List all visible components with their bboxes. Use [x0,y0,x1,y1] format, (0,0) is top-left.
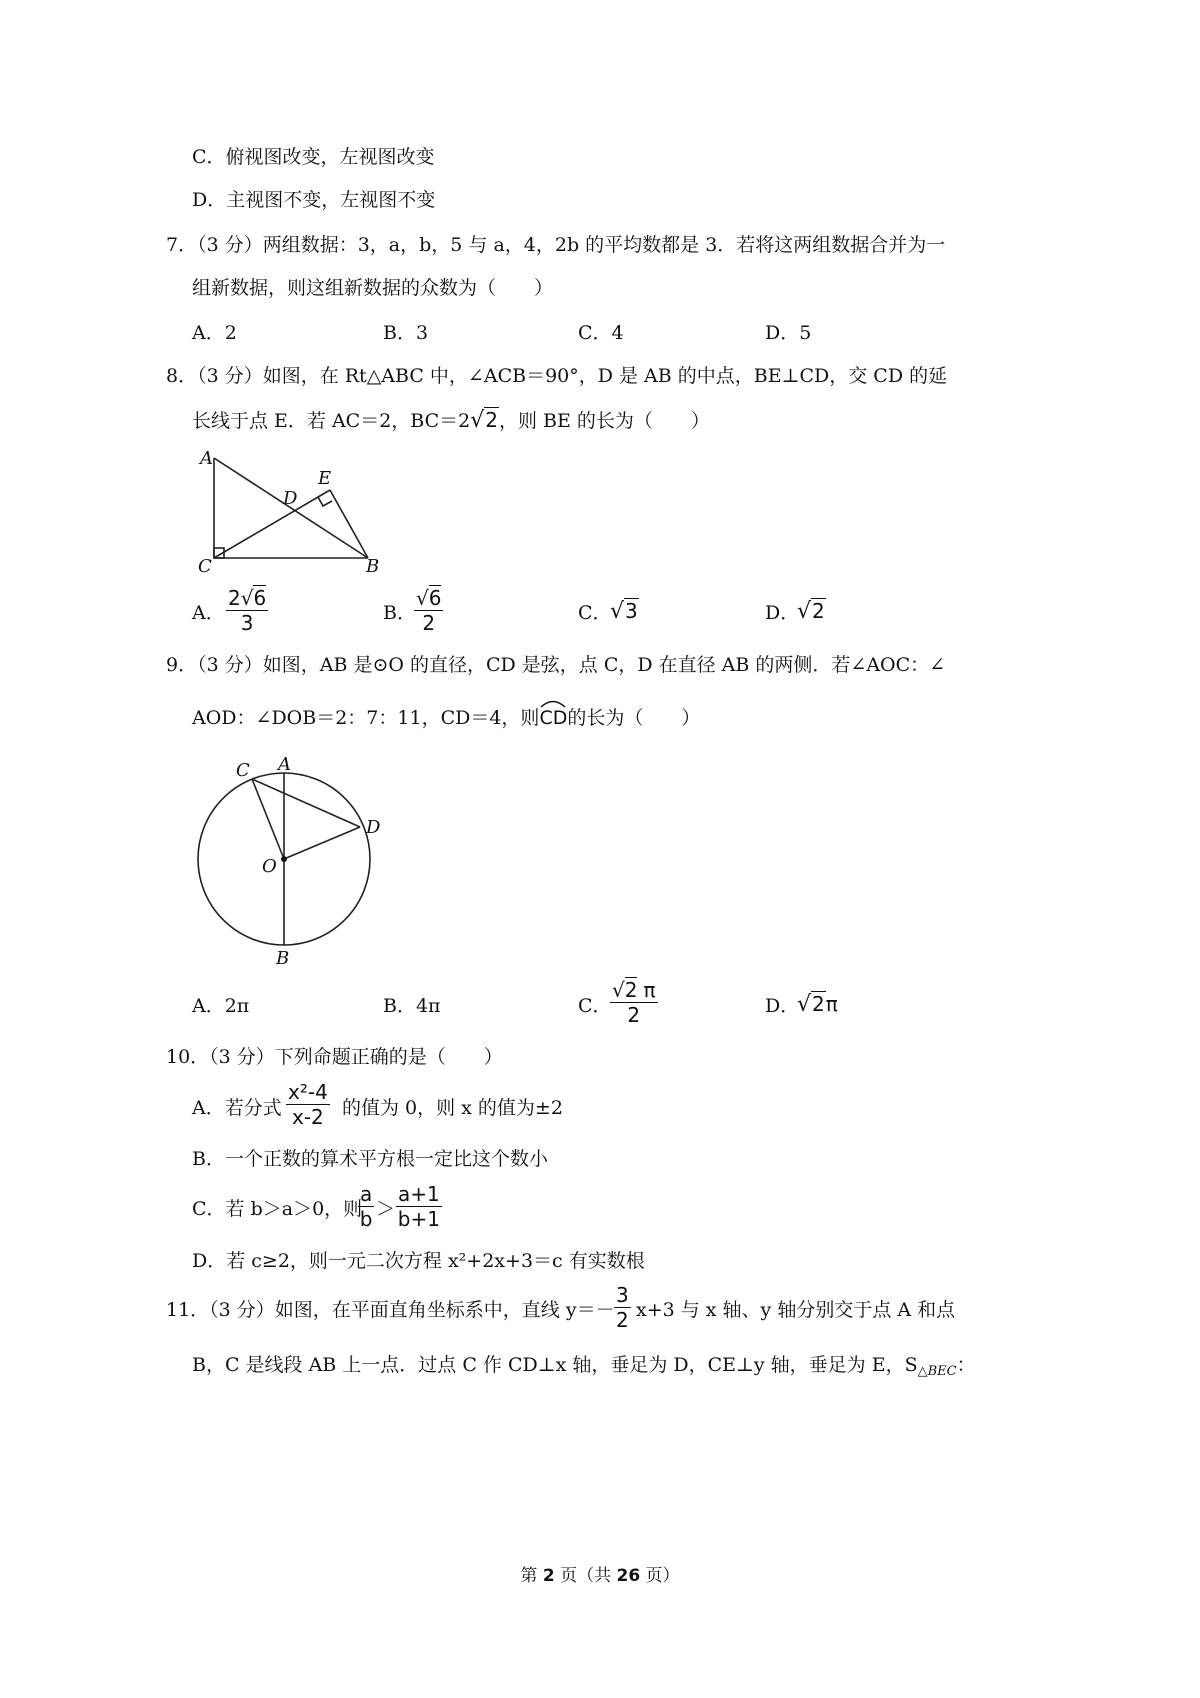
footer-mid: 页（共 [554,1566,617,1586]
q10-option-a-pre: A．若分式 [192,1097,282,1119]
q8-triangle-figure [190,440,390,580]
q8-option-a-numerator: 2√6 [228,586,267,610]
q8-label-c: C [198,556,212,577]
q8-option-c-radicand: 3 [625,599,638,623]
q11-line2-subscript: △BEC [917,1364,957,1379]
q9-stem-line1: 9．（3 分）如图，AB 是⊙O 的直径，CD 是弦，点 C，D 在直径 AB 的两侧．若∠AOC：∠ [166,654,946,676]
q11-line1-post: x+3 与 x 轴、y 轴分别交于点 A 和点 [636,1299,956,1321]
q8-option-a-fraction [226,586,268,635]
q8-option-b-radicand: 6 [428,586,442,610]
q9-option-c-numerator: √2 π [612,978,656,1002]
q9-option-d-radicand: 2 [812,992,825,1016]
q8-option-c-label: C． [578,602,612,624]
q9-arc-label: CD [539,707,568,729]
q9-option-b: B．4π [383,995,441,1017]
q9-label-d: D [366,817,381,838]
q8-right-angle-e [318,497,332,506]
q8-option-b-label: B． [383,602,416,624]
q7-stem-line2: 组新数据，则这组新数据的众数为（ ） [192,277,554,299]
q8-stem-line1: 8．（3 分）如图，在 Rt△ABC 中，∠ACB＝90°，D 是 AB 的中点，BE⊥CD，交 CD 的延 [166,365,948,387]
q9-option-c-pi: π [643,978,656,1002]
q7-stem-line1: 7．（3 分）两组数据：3，a，b，5 与 a，4，2b 的平均数都是 3．若将这两组数据合并为一 [166,234,946,256]
q11-slope-numerator: 3 [616,1283,629,1307]
q9-radius-od [284,827,360,859]
q8-option-a-coef: 2 [228,586,241,610]
q8-label-b: B [366,556,380,577]
q8-option-b-denominator: 2 [422,611,436,635]
q9-label-o: O [262,856,277,877]
q10-option-c-f1-denominator: b [359,1207,373,1231]
q8-segment-ce [214,490,330,558]
q8-segment-be [330,490,368,558]
q9-label-c: C [236,760,250,781]
q11-line2 [192,1352,976,1385]
q9-stem-line2 [192,705,700,731]
q9-arc-cd [539,705,567,731]
q9-option-d-pi: π [825,992,838,1016]
q10-option-c-f2-denominator: b+1 [397,1207,440,1231]
q9-option-d-radical: √2π [797,992,838,1017]
q10-option-d: D．若 c≥2，则一元二次方程 x²+2x+3＝c 有实数根 [192,1250,645,1272]
q8-label-a: A [200,448,213,469]
q8-option-d-label: D． [765,602,800,624]
q10-option-c-f1-numerator: a [360,1182,373,1206]
q9-option-c-denominator: 2 [627,1003,641,1027]
q9-option-c-fraction [610,978,658,1027]
footer-page-number: 2 [542,1566,555,1586]
q9-line2-pre: AOD：∠DOB＝2：7：11，CD＝4，则 [192,707,540,729]
q8-option-d-radicand: 2 [812,599,825,623]
q10-option-a-denominator: x-2 [292,1105,324,1129]
q9-arc-mark-icon [539,698,567,708]
q9-line2-post: 的长为（ ） [567,707,701,729]
q9-option-a: A．2π [192,995,250,1017]
q9-option-d-label: D． [765,995,800,1017]
q11-line2-text: B，C 是线段 AB 上一点．过点 C 作 CD⊥x 轴，垂足为 D，CE⊥y 轴，垂足为 E，S [192,1354,918,1376]
q10-option-c-fraction-2 [396,1182,442,1231]
q8-line2-radicand: 2 [485,408,499,432]
q9-circle-figure [190,752,400,972]
footer-pre: 第 [520,1566,543,1586]
q8-stem-line2 [192,407,710,434]
q8-option-a-label: A． [192,602,225,624]
q7-option-b: B．3 [383,322,429,344]
q8-line2-post: ，则 BE 的长为（ ） [499,410,710,432]
q9-option-c-radicand: 2 [624,978,638,1002]
q7-option-a: A．2 [192,322,237,344]
q10-option-b: B．一个正数的算术平方根一定比这个数小 [192,1148,548,1170]
q9-center-point [281,856,287,862]
q8-option-a-denominator: 3 [240,611,254,635]
q10-option-c-fraction-1 [358,1182,374,1231]
page-footer [0,1561,1200,1586]
q7-option-c: C．4 [578,322,624,344]
footer-total-pages: 26 [616,1566,641,1586]
q10-option-c-gt: ＞ [376,1198,396,1220]
q6-option-c: C．俯视图改变，左视图改变 [192,146,435,168]
q8-option-b-numerator: √6 [416,586,442,610]
q9-option-c-label: C． [578,995,612,1017]
q10-option-c-f2-numerator: a+1 [398,1182,440,1206]
footer-post: 页） [640,1566,680,1586]
q8-label-d: D [283,488,298,509]
q9-label-a: A [278,754,291,775]
q11-slope-fraction [614,1283,631,1332]
q10-option-c-pre: C．若 b＞a＞0，则 [192,1198,363,1220]
q7-option-d: D．5 [765,322,812,344]
q6-option-d: D．主视图不变，左视图不变 [192,189,436,211]
q8-option-b-fraction [414,586,443,635]
q10-stem: 10．（3 分）下列命题正确的是（ ） [166,1046,503,1068]
q8-line2-pre: 长线于点 E．若 AC＝2，BC＝2 [192,410,471,432]
q11-slope-denominator: 2 [616,1308,629,1332]
q11-line2-end: ： [956,1354,976,1376]
q8-option-c-radical: √3 [610,599,638,624]
q11-line1-pre: 11．（3 分）如图，在平面直角坐标系中，直线 y＝－ [166,1299,615,1321]
q10-option-a-post: 的值为 0，则 x 的值为±2 [342,1097,563,1119]
q10-option-a-fraction [286,1080,330,1129]
q8-option-a-radicand: 6 [253,586,267,610]
q10-option-a-numerator: x²-4 [288,1080,328,1104]
q8-label-e: E [318,468,332,489]
q9-label-b: B [276,948,290,969]
q8-line2-radical: √2 [470,408,499,433]
q8-option-d-radical: √2 [797,599,825,624]
